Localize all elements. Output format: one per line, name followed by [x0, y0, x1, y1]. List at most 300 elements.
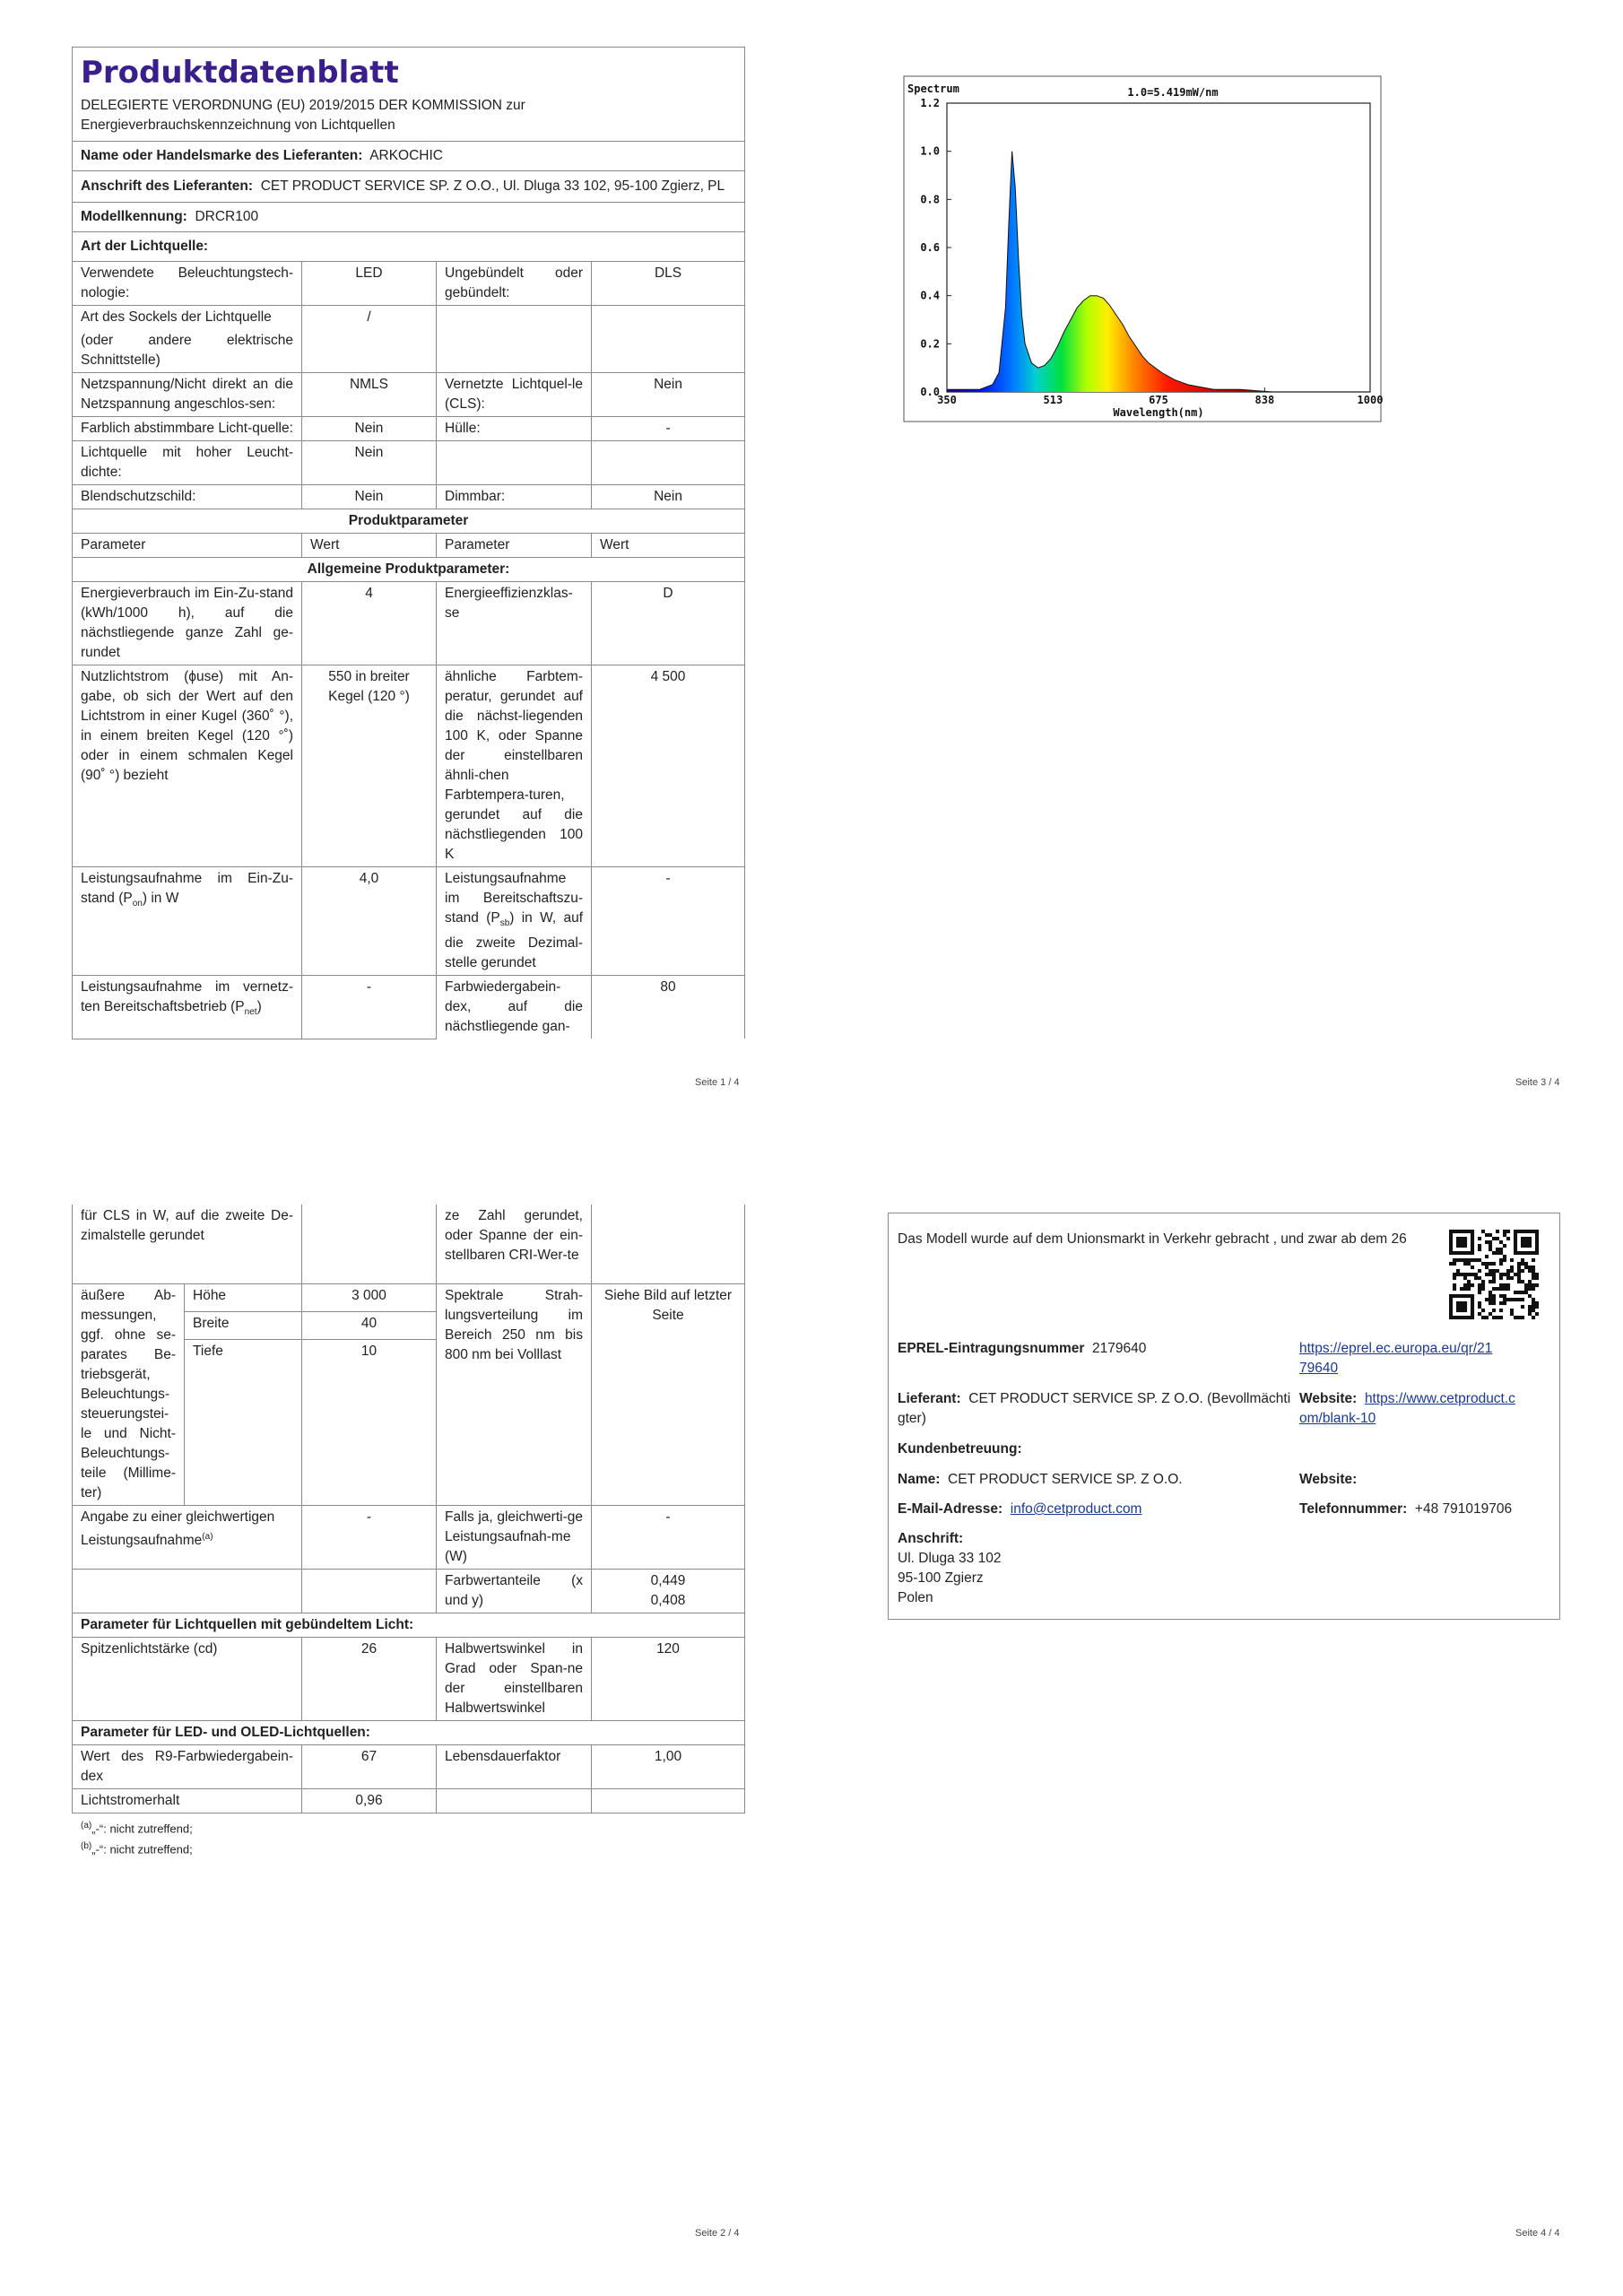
qr-module — [1471, 1251, 1474, 1255]
qr-module — [1488, 1233, 1492, 1237]
empty-cell — [592, 441, 745, 485]
qr-module — [1535, 1312, 1539, 1316]
qr-module — [1463, 1316, 1467, 1319]
address-line2: 95-100 Zgierz — [898, 1570, 984, 1586]
qr-module — [1449, 1294, 1453, 1298]
qr-module — [1471, 1258, 1474, 1262]
qr-module — [1517, 1269, 1521, 1273]
qr-module — [1517, 1273, 1521, 1276]
qr-module — [1463, 1305, 1467, 1309]
qr-module — [1496, 1287, 1499, 1291]
empty-cell — [437, 441, 592, 485]
qr-module — [1528, 1305, 1532, 1309]
cls-label: Vernetzte Lichtquel-le (CLS): — [437, 373, 592, 417]
qr-module — [1488, 1291, 1492, 1294]
qr-module — [1460, 1240, 1463, 1244]
qr-module — [1510, 1309, 1514, 1312]
qr-module — [1510, 1312, 1514, 1316]
flux-value: 550 in breiter Kegel (120 °) — [302, 665, 437, 867]
qr-module — [1528, 1309, 1532, 1312]
mains-value: NMLS — [302, 373, 437, 417]
cls-value: Nein — [592, 373, 745, 417]
qr-module — [1499, 1309, 1503, 1312]
dimmable-label: Dimmbar: — [437, 485, 592, 509]
socket-label — [73, 306, 302, 373]
qr-module — [1535, 1248, 1539, 1251]
qr-module — [1467, 1294, 1471, 1298]
qr-module — [1492, 1280, 1496, 1283]
qr-module — [1453, 1258, 1456, 1262]
qr-module — [1449, 1312, 1453, 1316]
psb-value: - — [592, 867, 745, 976]
y-tick-label: 0.8 — [920, 193, 940, 206]
qr-module — [1528, 1312, 1532, 1316]
qr-module — [1471, 1298, 1474, 1301]
eeclass-label: Energieeffizienzklas-se — [437, 582, 592, 665]
qr-module — [1456, 1258, 1460, 1262]
pnet-label-cont: für CLS in W, auf die zweite De-zimalstelle gerundet — [73, 1205, 302, 1284]
qr-module — [1521, 1269, 1524, 1273]
qr-module — [1492, 1316, 1496, 1319]
supplier-name-row — [73, 142, 745, 171]
qr-module — [1471, 1294, 1474, 1298]
qr-module — [1496, 1269, 1499, 1273]
qr-module — [1456, 1237, 1460, 1240]
qr-module — [1524, 1283, 1528, 1287]
qr-module — [1488, 1280, 1492, 1283]
chroma-x: 0,449 — [650, 1573, 686, 1588]
qr-module — [1453, 1251, 1456, 1255]
qr-module — [1499, 1283, 1503, 1287]
qr-module — [1456, 1273, 1460, 1276]
website-link-line2[interactable]: om/blank-10 — [1299, 1411, 1376, 1426]
qr-module — [1456, 1316, 1460, 1319]
qr-module — [1532, 1287, 1535, 1291]
qr-module — [1471, 1305, 1474, 1309]
qr-module — [1514, 1230, 1517, 1233]
qr-module — [1471, 1273, 1474, 1276]
qr-module — [1488, 1262, 1492, 1265]
y-tick-label: 0.6 — [920, 241, 940, 254]
phone-value: +48 791019706 — [1414, 1501, 1513, 1517]
pon-label-text: Leistungsaufnahme im Ein-Zu-stand (P — [81, 871, 293, 906]
product-params-heading: Produktparameter — [73, 509, 745, 534]
qr-module — [1456, 1305, 1460, 1309]
equiv2-label: Falls ja, gleichwerti-ge Leistungsaufnah-me (W) — [437, 1506, 592, 1570]
peak-value: 26 — [302, 1638, 437, 1721]
qr-module — [1503, 1233, 1506, 1237]
qr-module — [1503, 1258, 1506, 1262]
qr-module — [1463, 1309, 1467, 1312]
qr-module — [1535, 1240, 1539, 1244]
dims-label: äußere Ab-messungen, ggf. ohne se-parates Be-triebsgerät, Beleuchtungs-steuerungstei-le und Nicht-Beleuchtungs-teile (Millime-ter) — [73, 1284, 185, 1506]
qr-module — [1517, 1316, 1521, 1319]
qr-module — [1453, 1283, 1456, 1287]
qr-module — [1528, 1265, 1532, 1269]
qr-module — [1478, 1248, 1481, 1251]
equiv-label-text: Angabe zu einer gleichwertigen Leistungsaufnahme — [81, 1509, 275, 1549]
qr-module — [1535, 1283, 1539, 1287]
datasheet-table-p1 — [72, 47, 745, 1039]
eprel-link-line1[interactable]: https://eprel.ec.europa.eu/qr/21 — [1299, 1341, 1493, 1356]
qr-module — [1456, 1294, 1460, 1298]
height-label: Höhe — [185, 1284, 302, 1312]
qr-module — [1460, 1301, 1463, 1305]
footnote-b-text: „-“: nicht zutreffend; — [91, 1842, 193, 1857]
page-2 — [72, 1205, 746, 1857]
qr-module — [1478, 1287, 1481, 1291]
empty-cell — [592, 1205, 745, 1284]
qr-module — [1449, 1233, 1453, 1237]
datasheet-table-p2 — [72, 1205, 745, 1813]
qr-module — [1532, 1265, 1535, 1269]
website-row — [1299, 1389, 1550, 1429]
pnet-label-text: Leistungsaufnahme im vernetz-ten Bereitschaftsbetrieb (P — [81, 979, 293, 1015]
phone-row — [1299, 1500, 1512, 1519]
market-text: Das Modell wurde auf dem Unionsmarkt in Verkehr gebracht , und zwar ab dem 26 — [898, 1231, 1407, 1247]
name-value: CET PRODUCT SERVICE SP. Z O.O. — [948, 1472, 1183, 1487]
name-label: Name: — [898, 1472, 941, 1487]
qr-module — [1506, 1230, 1510, 1233]
footnote-b-sup: (b) — [81, 1841, 92, 1852]
qr-module — [1510, 1298, 1514, 1301]
qr-module — [1514, 1251, 1517, 1255]
qr-module — [1485, 1240, 1488, 1244]
qr-module — [1517, 1280, 1521, 1283]
qr-module — [1460, 1251, 1463, 1255]
pon-value: 4,0 — [302, 867, 437, 976]
qr-module — [1496, 1251, 1499, 1255]
qr-module — [1510, 1258, 1514, 1262]
qr-module — [1503, 1244, 1506, 1248]
y-tick-label: 0.2 — [920, 337, 940, 351]
qr-module — [1535, 1237, 1539, 1240]
psb-sub: sb — [499, 918, 510, 929]
x-tick-label: 1000 — [1357, 394, 1384, 406]
qr-module — [1471, 1244, 1474, 1248]
qr-module — [1528, 1283, 1532, 1287]
website2-label: Website: — [1299, 1472, 1358, 1487]
qr-module — [1449, 1244, 1453, 1248]
qr-module — [1453, 1287, 1456, 1291]
led-heading: Parameter für LED- und OLED-Lichtquellen: — [73, 1721, 745, 1745]
socket-label-line2: (oder andere elektrische Schnittstelle) — [81, 333, 293, 368]
header-cell — [73, 48, 745, 142]
x-tick-label: 838 — [1254, 394, 1275, 406]
qr-module — [1467, 1258, 1471, 1262]
qr-module — [1492, 1301, 1496, 1305]
empty-cell — [302, 1205, 437, 1284]
qr-module — [1499, 1251, 1503, 1255]
qr-module — [1460, 1230, 1463, 1233]
qr-module — [1467, 1273, 1471, 1276]
qr-module — [1532, 1316, 1535, 1319]
model-row — [73, 203, 745, 232]
qr-module — [1460, 1287, 1463, 1291]
mains-label: Netzspannung/Nicht direkt an die Netzspannung angeschlos-sen: — [73, 373, 302, 417]
model-label: Modellkennung: — [81, 209, 187, 224]
qr-module — [1521, 1230, 1524, 1233]
pon-label — [73, 867, 302, 976]
pon-label-unit: ) in W — [142, 891, 179, 906]
qr-module — [1496, 1237, 1499, 1240]
qr-module — [1496, 1316, 1499, 1319]
supplier-label: Lieferant: — [898, 1391, 961, 1406]
supplier-name-label: Name oder Handelsmarke des Lieferanten: — [81, 148, 363, 163]
qr-module — [1453, 1230, 1456, 1233]
qr-module — [1449, 1262, 1453, 1265]
qr-module — [1488, 1248, 1492, 1251]
equiv2-value: - — [592, 1506, 745, 1570]
qr-module — [1528, 1287, 1532, 1291]
qr-module — [1460, 1258, 1463, 1262]
qr-module — [1499, 1287, 1503, 1291]
model-id: DRCR100 — [195, 209, 259, 224]
qr-module — [1524, 1240, 1528, 1244]
col-header-value: Wert — [302, 534, 437, 558]
qr-module — [1488, 1273, 1492, 1276]
qr-module — [1449, 1305, 1453, 1309]
qr-module — [1478, 1269, 1481, 1273]
x-tick-label: 675 — [1149, 394, 1168, 406]
qr-module — [1463, 1301, 1467, 1305]
qr-module — [1524, 1251, 1528, 1255]
qr-module — [1449, 1316, 1453, 1319]
supplier-address: CET PRODUCT SERVICE SP. Z O.O., Ul. Dluga 33 102, 95-100 Zgierz, PL — [260, 178, 725, 194]
qr-module — [1503, 1255, 1506, 1258]
qr-module — [1521, 1280, 1524, 1283]
qr-module — [1514, 1240, 1517, 1244]
qr-module — [1532, 1309, 1535, 1312]
highlum-value: Nein — [302, 441, 437, 485]
eprel-number: 2179640 — [1092, 1341, 1147, 1356]
qr-module — [1528, 1244, 1532, 1248]
qr-module — [1528, 1294, 1532, 1298]
supplier-address-row — [73, 171, 745, 203]
qr-module — [1535, 1273, 1539, 1276]
qr-module — [1514, 1298, 1517, 1301]
qr-module — [1510, 1276, 1514, 1280]
eeclass-value: D — [592, 582, 745, 665]
eprel-link[interactable] — [1299, 1339, 1492, 1378]
depth-label: Tiefe — [185, 1340, 302, 1506]
y-tick-label: 0.4 — [920, 289, 940, 302]
qr-module — [1503, 1230, 1506, 1233]
qr-module — [1456, 1244, 1460, 1248]
qr-module — [1485, 1233, 1488, 1237]
qr-module — [1463, 1294, 1467, 1298]
cri-value: 80 — [592, 976, 745, 1039]
spectrum-chart — [904, 76, 1384, 422]
qr-module — [1492, 1276, 1496, 1280]
tunable-label: Farblich abstimmbare Licht-quelle: — [73, 417, 302, 441]
qr-module — [1532, 1273, 1535, 1276]
qr-module — [1506, 1269, 1510, 1273]
qr-module — [1532, 1276, 1535, 1280]
qr-module — [1492, 1262, 1496, 1265]
qr-module — [1485, 1262, 1488, 1265]
glare-value: Nein — [302, 485, 437, 509]
qr-module — [1517, 1291, 1521, 1294]
qr-module — [1449, 1248, 1453, 1251]
r9-value: 67 — [302, 1745, 437, 1789]
qr-module — [1456, 1230, 1460, 1233]
qr-module — [1528, 1269, 1532, 1273]
qr-module — [1463, 1262, 1467, 1265]
bundled-label: Ungebündelt oder gebündelt: — [437, 262, 592, 306]
qr-module — [1503, 1287, 1506, 1291]
chroma-y: 0,408 — [650, 1593, 686, 1608]
qr-module — [1485, 1273, 1488, 1276]
qr-module — [1471, 1237, 1474, 1240]
qr-module — [1492, 1294, 1496, 1298]
qr-module — [1517, 1276, 1521, 1280]
qr-module — [1481, 1262, 1485, 1265]
qr-module — [1467, 1287, 1471, 1291]
qr-module — [1463, 1237, 1467, 1240]
website-link-line1[interactable]: https://www.cetproduct.c — [1364, 1391, 1515, 1406]
envelope-value: - — [592, 417, 745, 441]
qr-code-icon — [1449, 1230, 1539, 1319]
qr-module — [1521, 1291, 1524, 1294]
y-tick-label: 1.2 — [920, 97, 940, 109]
qr-module — [1524, 1262, 1528, 1265]
qr-module — [1456, 1309, 1460, 1312]
qr-module — [1471, 1230, 1474, 1233]
col-header-param: Parameter — [437, 534, 592, 558]
beam-label: Halbwertswinkel in Grad oder Span-ne der einstellbaren Halbwertswinkel — [437, 1638, 592, 1721]
footnote-a-sup: (a) — [81, 1821, 92, 1831]
qr-module — [1524, 1237, 1528, 1240]
qr-module — [1481, 1316, 1485, 1319]
qr-module — [1535, 1301, 1539, 1305]
qr-module — [1460, 1294, 1463, 1298]
flux-label: Nutzlichtstrom (ϕuse) mit An-gabe, ob sich der Wert auf den Lichtstrom in einer Kugel (360˚ °), in einem breiten Kegel (120 °˚) oder in einem schmalen Kegel (90˚ °) bezieht — [73, 665, 302, 867]
eprel-label: EPREL-Eintragungsnummer — [898, 1341, 1085, 1356]
qr-module — [1499, 1262, 1503, 1265]
pnet-value: - — [302, 976, 437, 1039]
qr-module — [1528, 1280, 1532, 1283]
qr-module — [1463, 1240, 1467, 1244]
qr-module — [1506, 1287, 1510, 1291]
qr-module — [1499, 1301, 1503, 1305]
qr-module — [1521, 1240, 1524, 1244]
qr-module — [1463, 1283, 1467, 1287]
equiv-label — [73, 1506, 302, 1570]
supplier-address-label: Anschrift des Lieferanten: — [81, 178, 254, 194]
qr-module — [1496, 1230, 1499, 1233]
qr-module — [1517, 1298, 1521, 1301]
qr-module — [1481, 1287, 1485, 1291]
survival-label: Lebensdauerfaktor — [437, 1745, 592, 1789]
qr-module — [1449, 1298, 1453, 1301]
supplier-value: CET PRODUCT SERVICE SP. Z O.O. (Bevollmächti gter) — [898, 1391, 1291, 1426]
pnet-label — [73, 976, 302, 1039]
qr-module — [1496, 1248, 1499, 1251]
psb-label-text: Leistungsaufnahme im Bereitschaftszu-stand (P — [445, 871, 583, 926]
page-number: Seite 3 / 4 — [1515, 1077, 1560, 1088]
glare-label: Blendschutzschild: — [73, 485, 302, 509]
empty-cell — [592, 1789, 745, 1813]
qr-module — [1528, 1230, 1532, 1233]
qr-module — [1460, 1273, 1463, 1276]
pnet-sub: net — [244, 1007, 257, 1018]
qr-module — [1460, 1237, 1463, 1240]
chroma-value — [592, 1570, 745, 1613]
qr-module — [1463, 1287, 1467, 1291]
qr-module — [1532, 1251, 1535, 1255]
qr-module — [1521, 1298, 1524, 1301]
qr-module — [1499, 1258, 1503, 1262]
qr-module — [1460, 1309, 1463, 1312]
phone-label: Telefonnummer: — [1299, 1501, 1408, 1517]
qr-module — [1524, 1244, 1528, 1248]
qr-module — [1453, 1294, 1456, 1298]
eprel-link-line2[interactable]: 79640 — [1299, 1361, 1339, 1376]
website-label: Website: — [1299, 1391, 1358, 1406]
qr-module — [1463, 1258, 1467, 1262]
dimmable-value: Nein — [592, 485, 745, 509]
qr-module — [1488, 1294, 1492, 1298]
qr-module — [1478, 1258, 1481, 1262]
qr-module — [1485, 1265, 1488, 1269]
qr-module — [1478, 1312, 1481, 1316]
qr-module — [1467, 1230, 1471, 1233]
qr-module — [1514, 1273, 1517, 1276]
address-block — [898, 1529, 1001, 1608]
qr-module — [1449, 1251, 1453, 1255]
x-axis-label: Wavelength(nm) — [1113, 406, 1204, 419]
tech-value: LED — [302, 262, 437, 306]
qr-module — [1471, 1265, 1474, 1269]
qr-module — [1488, 1301, 1492, 1305]
directional-heading: Parameter für Lichtquellen mit gebündeltem Licht: — [73, 1613, 745, 1638]
qr-module — [1532, 1301, 1535, 1305]
qr-module — [1467, 1280, 1471, 1283]
energy-label: Energieverbrauch im Ein-Zu-stand (kWh/1000 h), auf die nächstliegende ganze Zahl ge-rundet — [73, 582, 302, 665]
qr-module — [1463, 1244, 1467, 1248]
qr-module — [1535, 1233, 1539, 1237]
qr-module — [1532, 1269, 1535, 1273]
qr-module — [1449, 1309, 1453, 1312]
general-params-heading: Allgemeine Produktparameter: — [73, 558, 745, 582]
qr-module — [1514, 1316, 1517, 1319]
qr-module — [1471, 1248, 1474, 1251]
qr-module — [1521, 1258, 1524, 1262]
qr-module — [1460, 1316, 1463, 1319]
qr-module — [1503, 1283, 1506, 1287]
qr-module — [1481, 1280, 1485, 1283]
tunable-value: Nein — [302, 417, 437, 441]
email-link[interactable]: info@cetproduct.com — [1010, 1501, 1142, 1517]
maint-value: 0,96 — [302, 1789, 437, 1813]
light-source-type-heading: Art der Lichtquelle: — [73, 232, 745, 262]
qr-module — [1532, 1283, 1535, 1287]
qr-module — [1467, 1316, 1471, 1319]
qr-module — [1521, 1244, 1524, 1248]
qr-module — [1453, 1273, 1456, 1276]
y-tick-label: 0.0 — [920, 386, 940, 398]
col-header-param: Parameter — [73, 534, 302, 558]
qr-module — [1528, 1240, 1532, 1244]
qr-module — [1521, 1316, 1524, 1319]
qr-module — [1528, 1251, 1532, 1255]
chart-title: Spectrum — [907, 83, 959, 95]
qr-module — [1471, 1283, 1474, 1287]
qr-module — [1521, 1305, 1524, 1309]
qr-module — [1449, 1237, 1453, 1240]
qr-module — [1492, 1237, 1496, 1240]
